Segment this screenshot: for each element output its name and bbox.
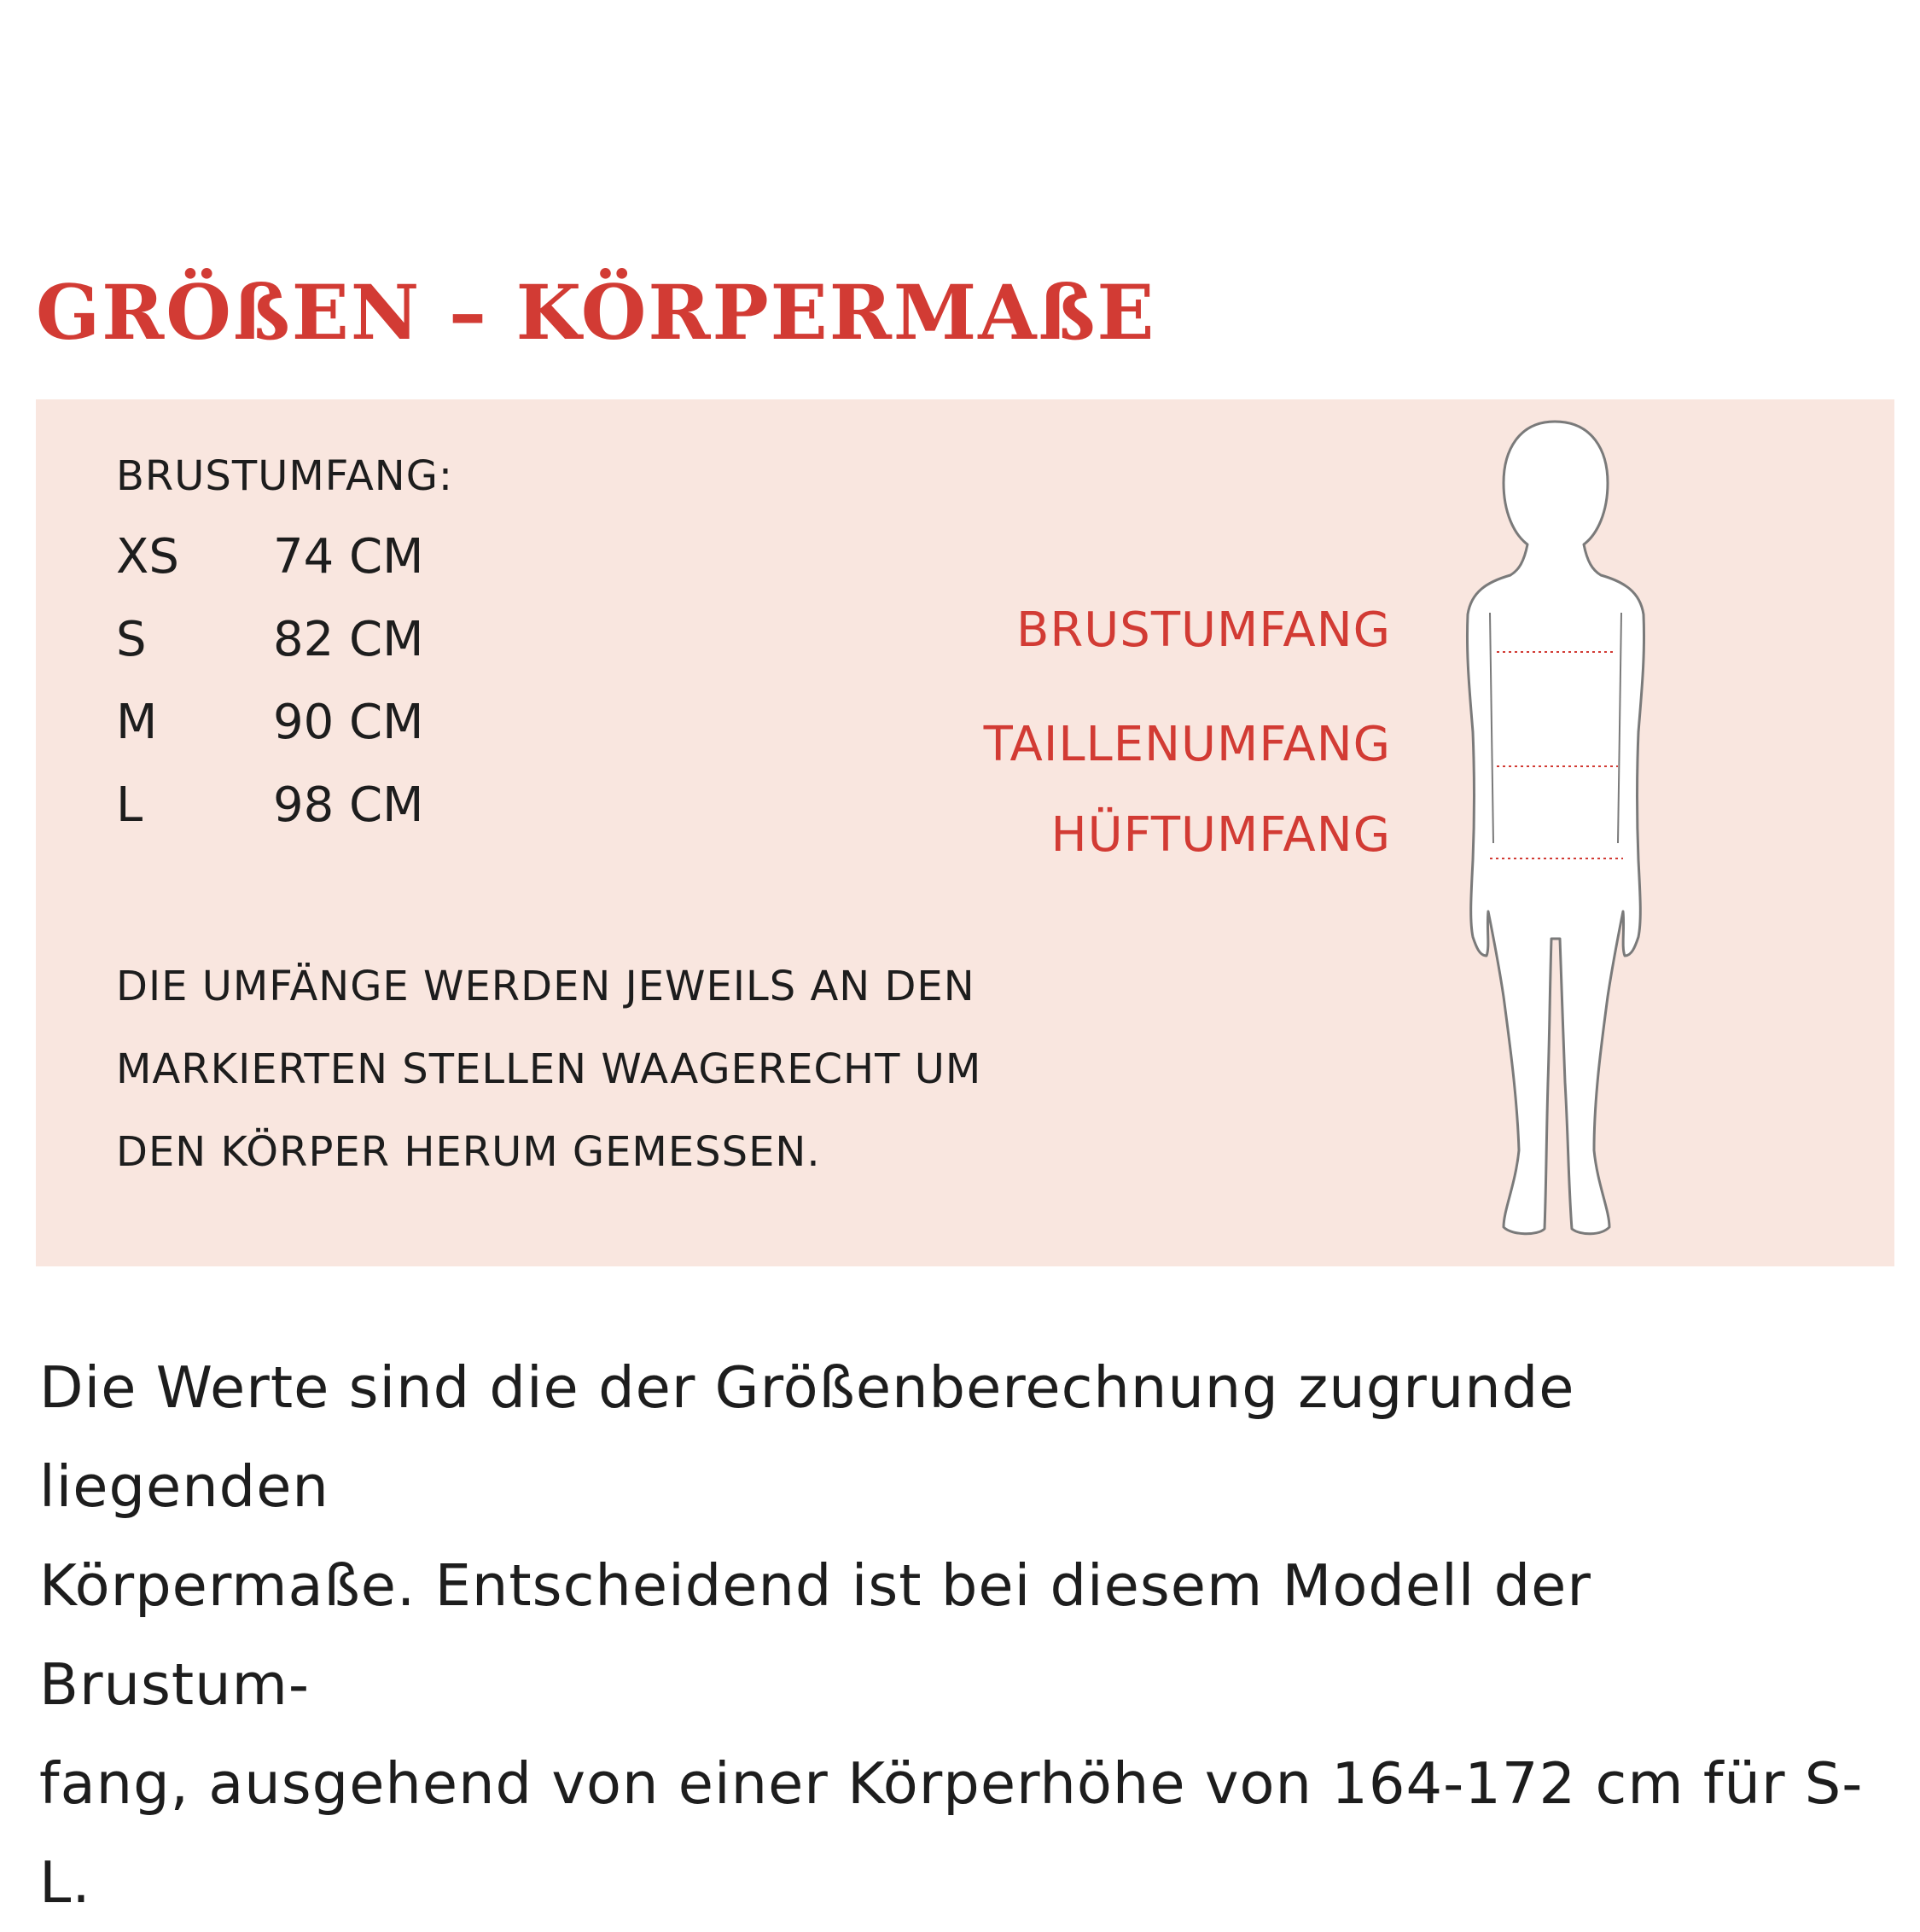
size-table-heading: BRUSTUMFANG:: [116, 452, 454, 500]
chest-label: BRUSTUMFANG: [1015, 602, 1391, 658]
size-value: 74 CM: [273, 529, 424, 585]
hip-label: HÜFTUMFANG: [1050, 807, 1391, 863]
size-label: M: [116, 695, 158, 750]
size-label: L: [116, 777, 143, 833]
measurement-note: [116, 946, 1072, 1194]
note-line: MARKIERTEN STELLEN WAAGERECHT UM: [116, 1045, 982, 1093]
explanation-line: Die Werte sind die der Größenberechnung zugrunde liegenden: [39, 1354, 1575, 1520]
size-value: 82 CM: [273, 612, 424, 667]
size-label: S: [116, 612, 147, 667]
size-value: 98 CM: [273, 777, 424, 833]
size-label: XS: [116, 529, 179, 585]
note-line: DIE UMFÄNGE WERDEN JEWEILS AN DEN: [116, 963, 975, 1010]
waist-label: TAILLENUMFANG: [983, 717, 1391, 772]
size-value: 90 CM: [273, 695, 424, 750]
size-panel: [36, 399, 1894, 1266]
explanation-line: Körpermaße. Entscheidend ist bei diesem Modell der Brustum-: [39, 1552, 1591, 1718]
note-line: DEN KÖRPER HERUM GEMESSEN.: [116, 1128, 821, 1176]
explanation-line: fang, ausgehend von einer Körperhöhe von 164-172 cm für S-L.: [39, 1750, 1864, 1916]
body-silhouette-icon: [1418, 416, 1691, 1253]
page-title: GRÖßEN – KÖRPERMAßE: [36, 268, 1156, 357]
size-explanation: [39, 1338, 1874, 1932]
